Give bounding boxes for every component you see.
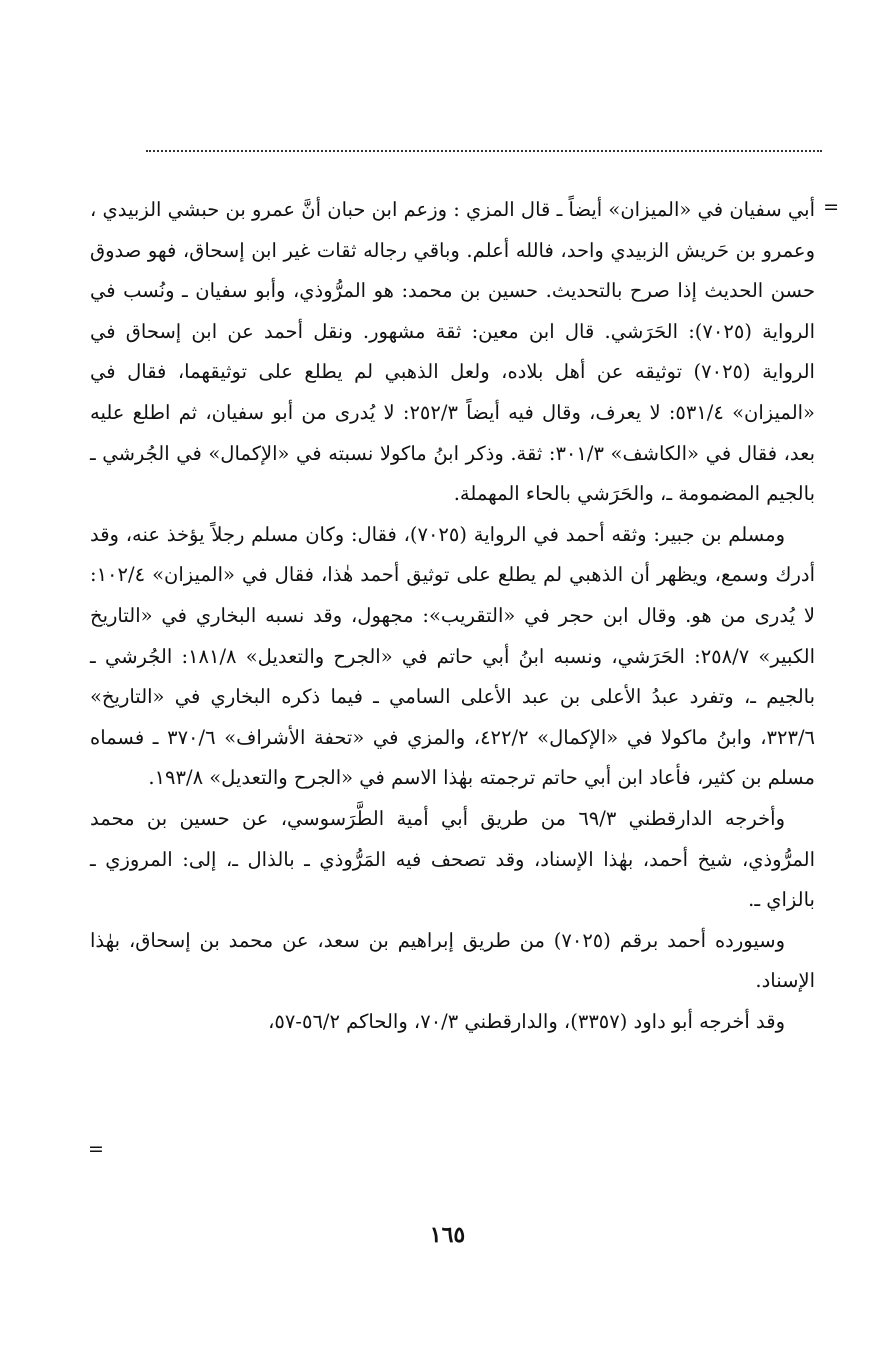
footnote-separator [146,150,822,152]
paragraph-3: وأخرجه الدارقطني ٦٩/٣ من طريق أبي أمية الطَّرَسوسي، عن حسين بن محمد المرُّوذي، شيخ أحمد، بهٰذا الإسناد، وقد تصحف فيه المَرُّوذي ـ بالذال ـ، إلى: المروزي ـ بالزاي ـ. [90,806,815,912]
paragraph-4: وسيورده أحمد برقم (٧٠٢٥) من طريق إبراهيم بن سعد، عن محمد بن إسحاق، بهٰذا الإسناد. [90,928,815,993]
continuation-mark-start: = [823,196,839,218]
continuation-mark-end: = [88,1138,104,1160]
paragraph-5: وقد أخرجه أبو داود (٣٣٥٧)، والدارقطني ٧٠/٣، والحاكم ٥٦/٢-٥٧، [268,1009,785,1033]
paragraph-1: أبي سفيان في «الميزان» أيضاً ـ قال المزي : وزعم ابن حبان أنَّ عمرو بن حبشي الزبيدي ، وعمرو بن حَريش الزبيدي واحد، فالله أعلم. وباقي رجاله ثقات غير ابن إسحاق، فهو صدوق حسن الحديث إذا صرح بالتحديث. حسين بن محمد: هو المرُّوذي، وأبو سفيان ـ ونُسب في الرواية (٧٠٢٥): الحَرَشي. قال ابن معين: ثقة مشهور. ونقل أحمد عن ابن إسحاق في الرواية (٧٠٢٥) توثيقه عن أهل بلاده، ولعل الذهبي لم يطلع على توثيقهما، فقال في «الميزان» ٥٣١/٤: لا يعرف، وقال فيه أيضاً ٢٥٢/٣: لا يُدرى من أبو سفيان، ثم اطلع عليه بعد، فقال في «الكاشف» ٣٠١/٣: ثقة. وذكر ابنُ ماكولا نسبته في «الإكمال» في الجُرشي ـ بالجيم المضمومة ـ، والحَرَشي بالحاء المهملة. [90,198,815,506]
footnote-text [90,190,815,1042]
paragraph-2: ومسلم بن جبير: وثقه أحمد في الرواية (٧٠٢٥)، فقال: وكان مسلم رجلاً يؤخذ عنه، وقد أدرك وسمع، ويظهر أن الذهبي لم يطلع على توثيق أحمد هٰذا، فقال في «الميزان» ١٠٢/٤: لا يُدرى من هو. وقال ابن حجر في «التقريب»: مجهول، وقد نسبه البخاري في «التاريخ الكبير» ٢٥٨/٧: الحَرَشي، ونسبه ابنُ أبي حاتم في «الجرح والتعديل» ١٨١/٨: الجُرشي ـ بالجيم ـ، وتفرد عبدُ الأعلى بن عبد الأعلى السامي ـ فيما ذكره البخاري في «التاريخ» ٣٢٣/٦، وابنُ ماكولا في «الإكمال» ٤٢٢/٢، والمزي في «تحفة الأشراف» ٣٧٠/٦ ـ فسماه مسلم بن كثير، فأعاد ابن أبي حاتم ترجمته بهٰذا الاسم في «الجرح والتعديل» ١٩٣/٨. [90,522,816,790]
page-number: ١٦٥ [429,1222,466,1248]
